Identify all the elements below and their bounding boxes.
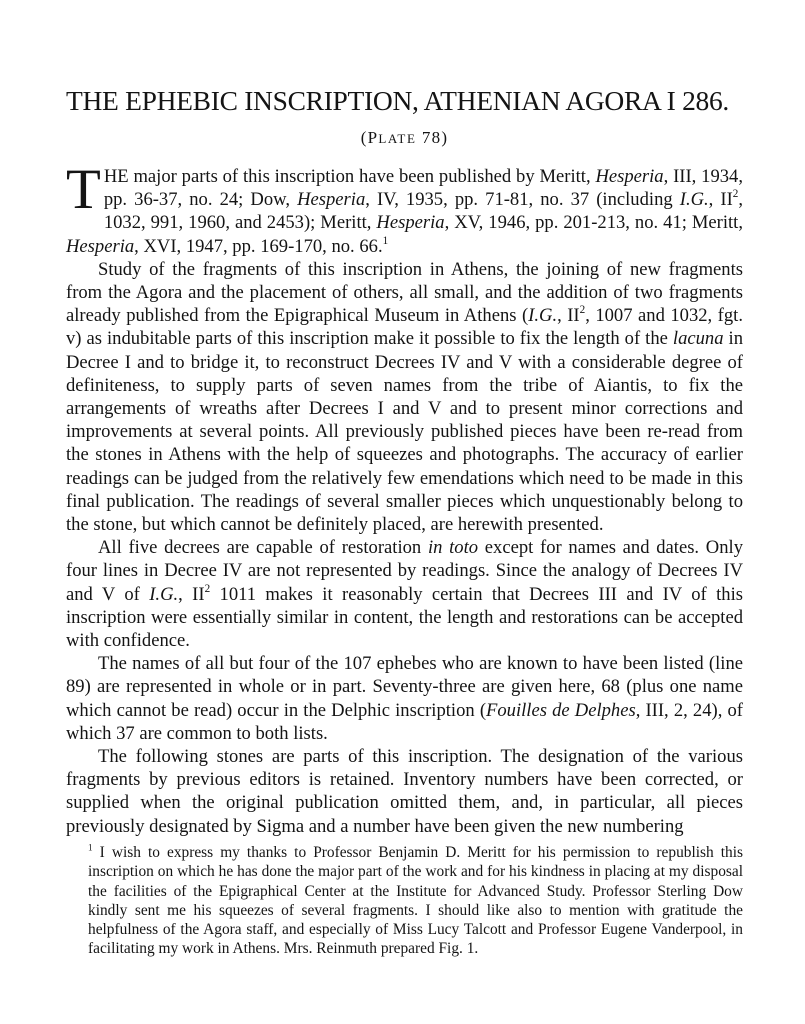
text-run: 1011 makes it reasonably certain that Decrees III and IV of this inscription were essentially similar in content, the length and restorations can be accepted with confidence. — [66, 583, 743, 652]
text-run: , XVI, 1947, pp. 169-170, no. 66. — [134, 235, 383, 257]
journal-title: Hesperia — [297, 189, 366, 211]
corpus-abbrev: I.G. — [528, 305, 558, 327]
publication-title: Fouilles de Delphes — [486, 699, 636, 721]
paragraph-2 — [66, 258, 743, 536]
footnote-marker[interactable]: 1 — [382, 234, 389, 247]
latin-term: lacuna — [672, 328, 724, 350]
corpus-abbrev: I.G. — [149, 583, 179, 605]
journal-title: Hesperia — [66, 235, 135, 257]
edition-superscript: 2 — [579, 304, 586, 317]
text-run: , II — [557, 305, 580, 327]
text-run: , III, 1934, pp. 36-37, no. 24; Dow, — [103, 166, 743, 211]
paragraph-1 — [66, 158, 744, 258]
plate-reference — [66, 128, 743, 148]
edition-superscript: 2 — [732, 188, 739, 201]
paragraph-4 — [66, 652, 743, 745]
text-run: The following stones are parts of this inscription. The designation of the various fragments by previous editors is retained. Inventory numbers have been corrected, or supplied when the original publication omitted them, and, in particular, all pieces previously designated by Sigma and a number have been given the new numbering — [66, 746, 743, 837]
text-run: except for names and dates. Only four lines in Decree IV are not represented by readings. Since the analogy of Decrees IV and V of — [66, 537, 743, 605]
article-title: THE EPHEBIC INSCRIPTION, ATHENIAN AGORA I 286. — [66, 85, 730, 116]
article-body — [66, 158, 744, 838]
journal-title: Hesperia — [376, 212, 445, 234]
text-run: HE major parts of this inscription have been published by Meritt, — [103, 166, 596, 187]
plate-paren-open: ( — [360, 128, 368, 147]
text-run: , II — [708, 189, 733, 211]
latin-term: in toto — [427, 537, 479, 559]
paragraph-5 — [66, 745, 743, 838]
drop-cap: T — [66, 158, 101, 221]
plate-word-initial: P — [367, 128, 379, 147]
text-run: Study of the fragments of this inscription in Athens, the joining of new fragments from the Agora and the placement of others, all small, and the addition of two fragments already published from the Epigraphical Museum in Athens ( — [66, 258, 743, 327]
text-run: , 1032, 991, 1960, and 2453); Meritt, — [103, 189, 744, 234]
text-run: , 1007 and 1032, fgt. v) as indubitable parts of this inscription make it possible to fix the length of the — [66, 305, 743, 350]
edition-superscript: 2 — [204, 582, 211, 595]
paragraph-3 — [66, 536, 743, 652]
footnote-number: 1 — [88, 842, 93, 853]
corpus-abbrev: I.G. — [679, 189, 709, 211]
text-run: The names of all but four of the 107 ephebes who are known to have been listed (line 89) are represented in whole or in part. Seventy-three are given here, 68 (plus one name which cannot be read) occur in the Delphic inscription ( — [66, 653, 743, 721]
footnote-text: I wish to express my thanks to Professor Benjamin D. Meritt for his permission to republish this inscription on which he has done the major part of the work and for his kindness in placing at my disposal the facilities of the Epigraphical Center at the Institute for Advanced Study. Professor Sterling Dow kindly sent me his squeezes of several fragments. I should like also to mention with gratitude the helpfulness of the Agora staff, and especially of Miss Lucy Talcott and Professor Eugene Vanderpool, in facilitating my work in Athens. Mrs. Reinmuth prepared Fig. 1. — [88, 844, 743, 958]
journal-title: Hesperia — [595, 166, 664, 187]
text-run: All five decrees are capable of restoration — [98, 537, 428, 559]
plate-word-rest: LATE — [378, 131, 417, 146]
text-run: in Decree I and to bridge it, to reconstruct Decrees IV and V with a considerable degree of definiteness, to supply parts of seven names from the tribe of Aiantis, to fix the arrangements of wreaths after Decrees I and V and to present minor corrections and improvements at several points. All previously published pieces have been re-read from the stones in Athens with the help of squeezes and photographs. The accuracy of earlier readings can be judged from the relatively few emendations which need to be made in this final publication. The readings of several smaller pieces which unquestionably belong to the stone, but which cannot be definitely placed, are herewith presented. — [66, 328, 743, 536]
text-run: , XV, 1946, pp. 201-213, no. 41; Meritt, — [444, 212, 744, 234]
text-run: , III, 2, 24), of which 37 are common to both lists. — [66, 699, 743, 744]
footnote-1 — [88, 843, 743, 959]
text-run: , IV, 1935, pp. 71-81, no. 37 (including — [365, 189, 680, 211]
plate-number: 78) — [416, 128, 449, 147]
footnote — [88, 843, 743, 959]
text-run: , II — [178, 583, 205, 605]
